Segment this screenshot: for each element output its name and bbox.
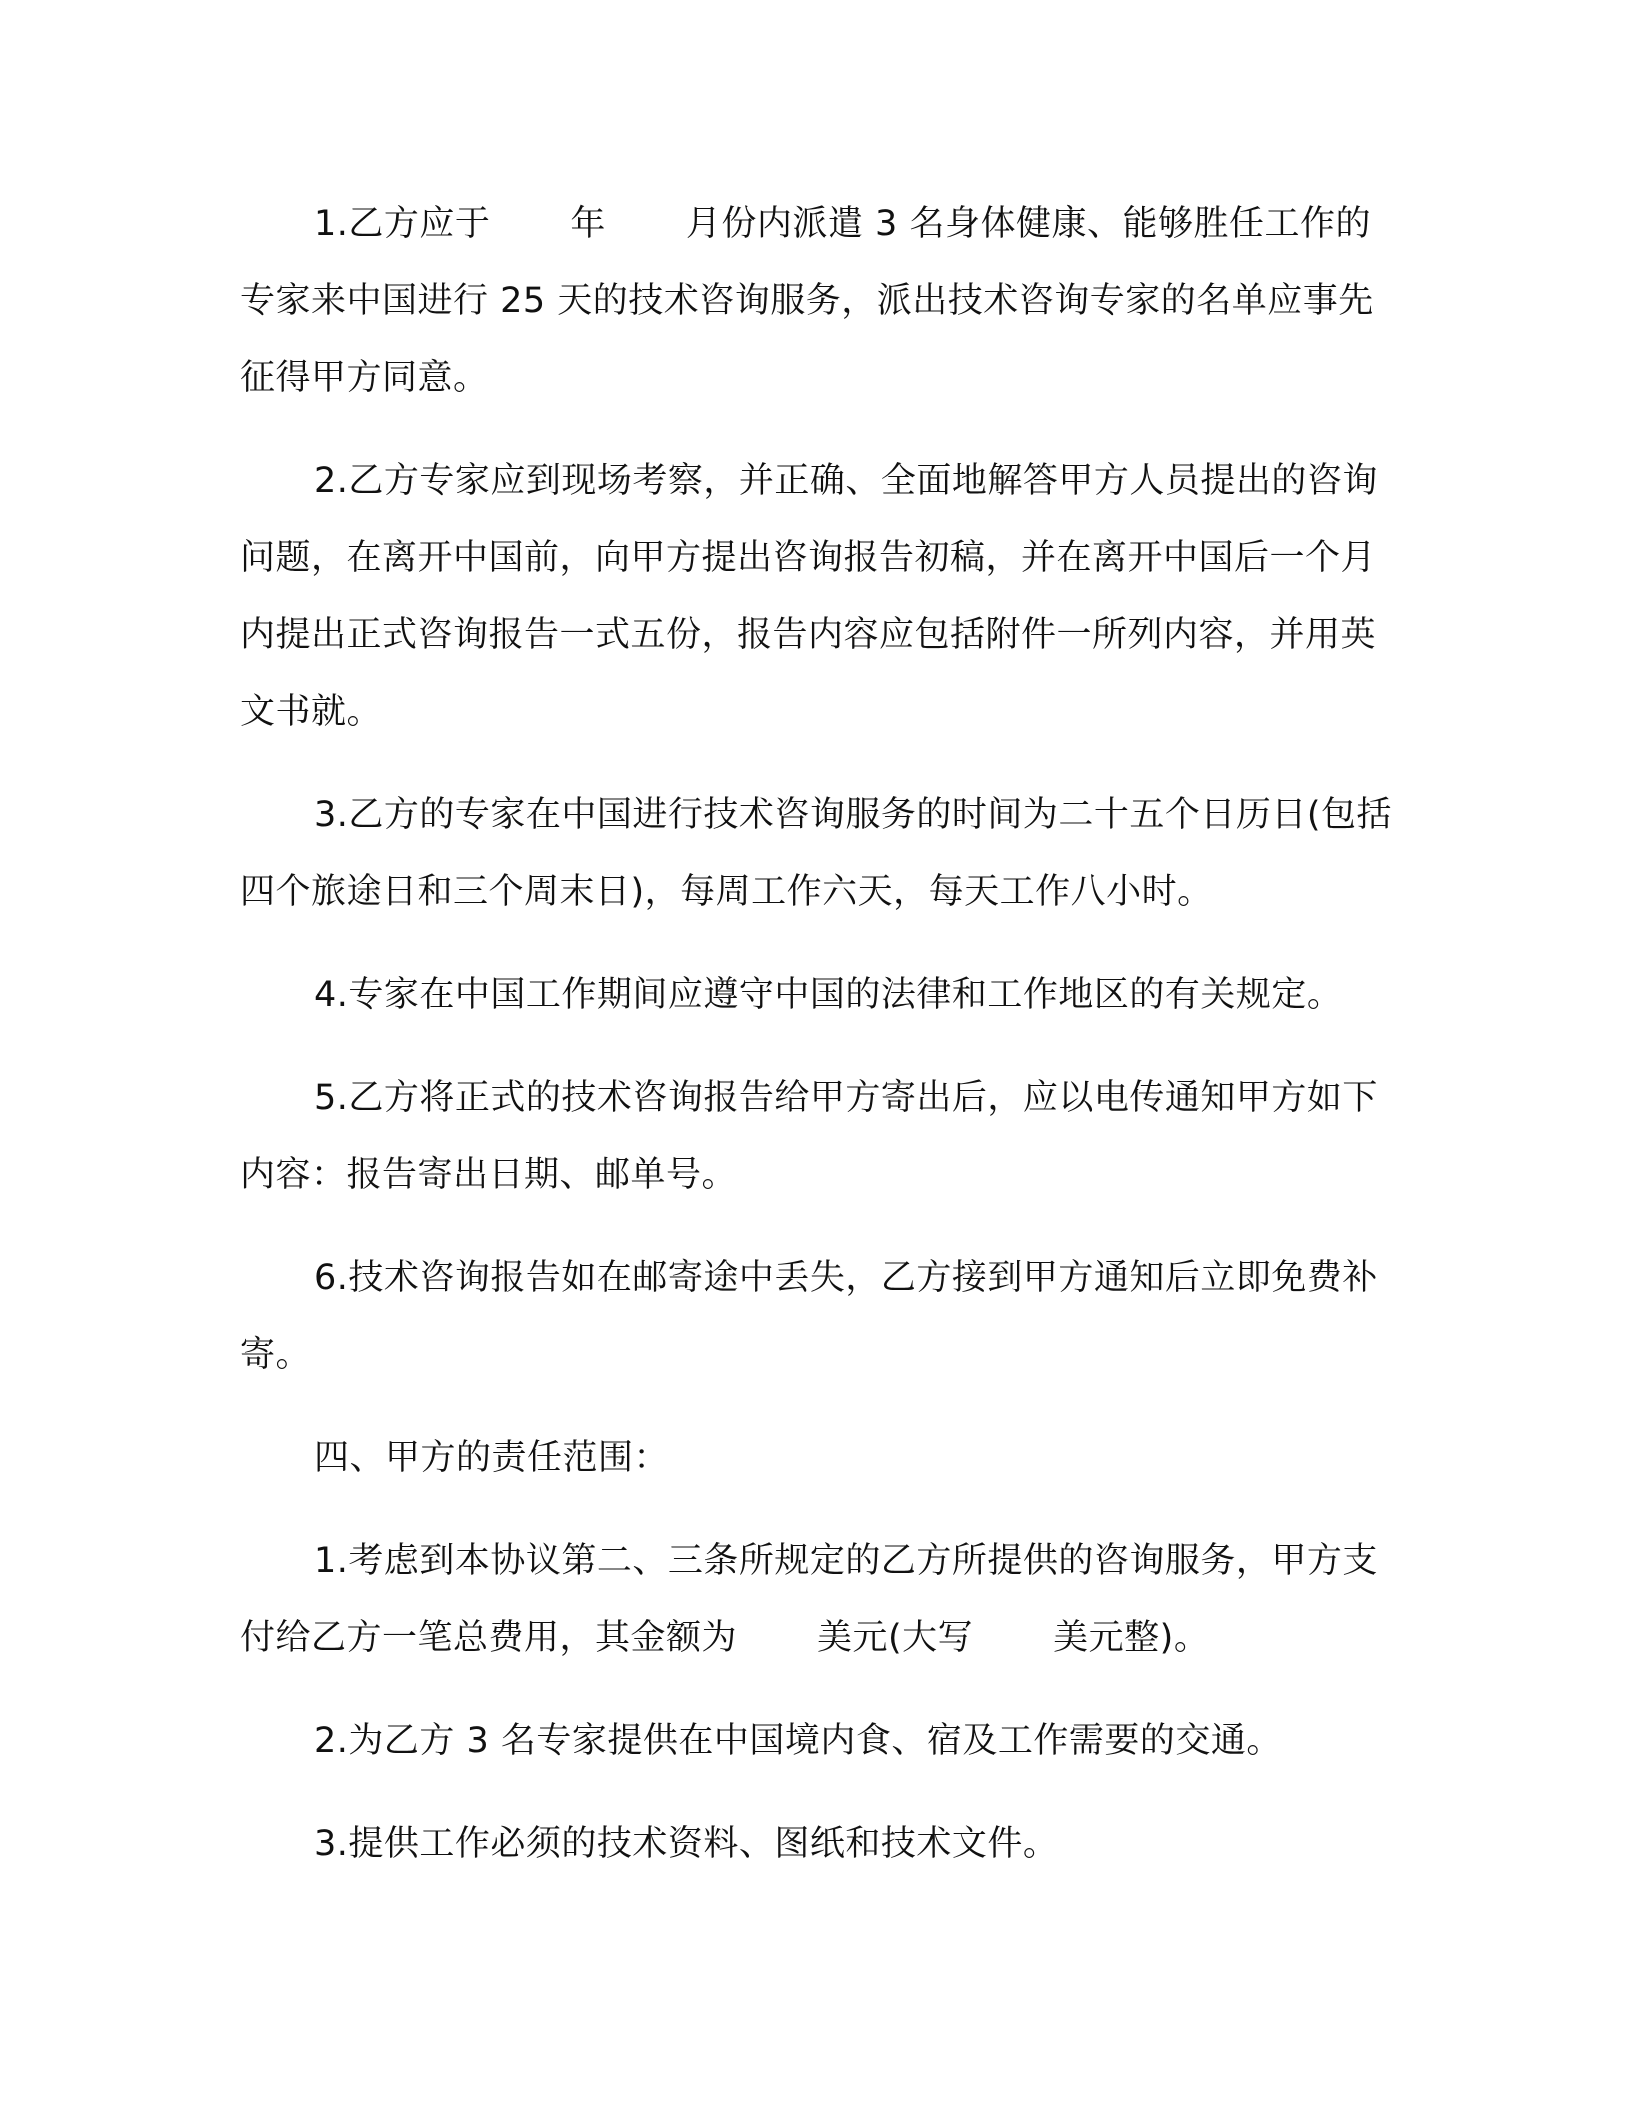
party-a-clause-1-usd: 美元(大写 (817, 1618, 974, 1658)
party-a-clause-3-line-1: 3.提供工作必须的技术资料、图纸和技术文件。 (314, 1824, 1059, 1864)
clause-2-line-2: 咨询问题，在离开中国前，向甲方提出咨询报告初稿，并在离开中国 (240, 461, 1378, 578)
section-heading-text: 四、甲方的责任范围： (314, 1438, 670, 1478)
clause-3-line-2: (包括四个旅途日和三个周末日)，每周工作六天，每天工作八小时。 (240, 795, 1393, 912)
document-body (240, 186, 1396, 1883)
clause-4-line-1: 4.专家在中国工作期间应遵守中国的法律和工作地区的有关规定。 (314, 975, 1343, 1015)
clause-6-line-2: 费补寄。 (240, 1258, 1378, 1375)
clause-1-text: 月份内派遣 3 名身体健康、能够胜任工作 (685, 204, 1336, 244)
party-a-clause-1-end: 美元整)。 (1053, 1618, 1210, 1658)
party-a-clause-3-paragraph (240, 1806, 1396, 1883)
clause-5-line-1: 5.乙方将正式的技术咨询报告给甲方寄出后，应以电传通知甲方 (314, 1078, 1307, 1118)
clause-1-text-end: 事先征得甲方同意。 (240, 281, 1374, 398)
clause-1-paragraph (240, 186, 1396, 417)
clause-1-prefix: 1.乙方应于 (314, 204, 491, 244)
section-heading-party-a-responsibilities (240, 1420, 1396, 1497)
clause-3-paragraph (240, 777, 1396, 931)
party-a-clause-1-paragraph (240, 1523, 1396, 1677)
clause-4-paragraph (240, 957, 1396, 1034)
clause-2-line-1: 2.乙方专家应到现场考察，并正确、全面地解答甲方人员提出的 (314, 461, 1307, 501)
clause-6-line-1: 6.技术咨询报告如在邮寄途中丢失，乙方接到甲方通知后立即免 (314, 1258, 1307, 1298)
clause-2-line-4: 内容，并用英文书就。 (240, 615, 1377, 732)
party-a-clause-1-line-2: 方支付给乙方一笔总费用，其金额为 (240, 1541, 1378, 1658)
party-a-clause-2-line-1: 2.为乙方 3 名专家提供在中国境内食、宿及工作需要的交通。 (314, 1721, 1282, 1761)
party-a-clause-1-line-1: 1.考虑到本协议第二、三条所规定的乙方所提供的咨询服务，甲 (314, 1541, 1307, 1581)
clause-5-paragraph (240, 1060, 1396, 1214)
party-a-clause-2-paragraph (240, 1703, 1396, 1780)
clause-1-text-continued: 的专家来中国进行 25 天的技术咨询服务，派出技术咨询专家的名单应 (240, 204, 1371, 321)
clause-2-line-3: 后一个月内提出正式咨询报告一式五份，报告内容应包括附件一所列 (240, 538, 1377, 655)
clause-5-line-2: 如下内容：报告寄出日期、邮单号。 (240, 1078, 1378, 1195)
clause-1-year: 年 (570, 204, 606, 244)
clause-3-line-1: 3.乙方的专家在中国进行技术咨询服务的时间为二十五个日历日 (314, 795, 1307, 835)
clause-2-paragraph (240, 443, 1396, 751)
clause-6-paragraph (240, 1240, 1396, 1394)
